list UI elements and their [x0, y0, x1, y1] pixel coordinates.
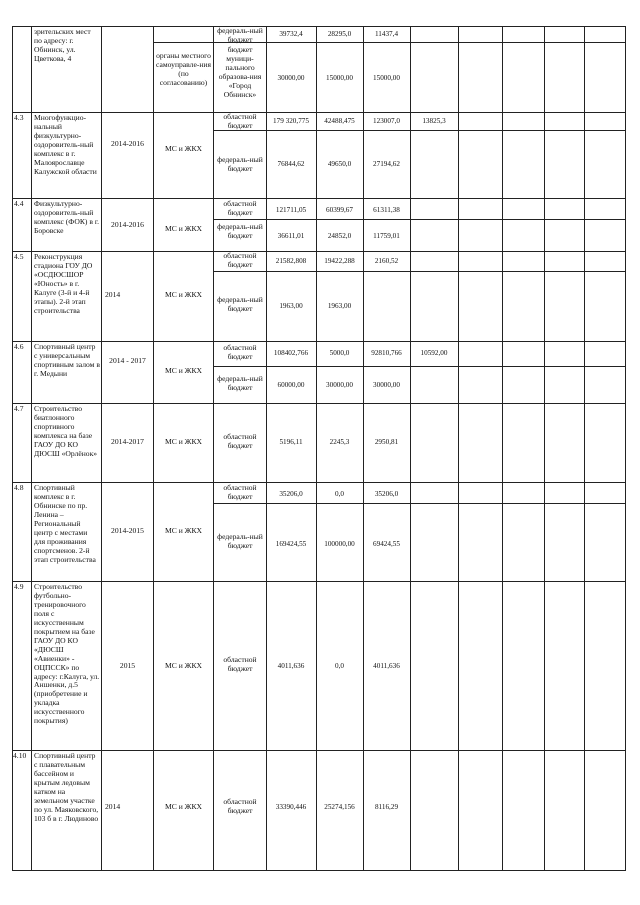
- grid-line: [12, 26, 626, 27]
- row-name: Спортивный центр с универсальным спортивным залом в г. Медыни: [34, 343, 100, 378]
- funding-source: областной бюджет: [223, 344, 257, 361]
- amount-year-2: 92810,766: [371, 349, 402, 357]
- grid-line: [363, 26, 364, 870]
- amount-year-2: 15000,00: [373, 74, 400, 82]
- funding-source: бюджет муници-пального образова-ния «Город Обнинск»: [218, 46, 262, 99]
- grid-line: [12, 750, 626, 751]
- funding-source: федераль-ный бюджет: [217, 156, 263, 173]
- grid-line: [213, 130, 626, 131]
- row-number: 4.5: [14, 253, 24, 261]
- amount-total: 5196,11: [279, 438, 303, 446]
- amount-total: 121711,05: [275, 206, 307, 214]
- executor: МС и ЖКХ: [164, 225, 203, 233]
- grid-line: [410, 26, 411, 870]
- grid-line: [12, 341, 626, 342]
- amount-total: 21582,808: [275, 257, 307, 265]
- row-name: Строительство биатлонного спортивного комплекса на базе ГАОУ ДО КО ДЮСШ «Орлёнок»: [34, 405, 98, 458]
- funding-source: областной бюджет: [223, 252, 257, 269]
- amount-year-1: 25274,156: [324, 803, 355, 811]
- amount-year-1: 19422,288: [324, 257, 355, 265]
- grid-line: [12, 482, 626, 483]
- period: 2014-2016: [111, 140, 144, 148]
- period: 2014 - 2017: [109, 357, 146, 365]
- budget-table: [12, 26, 626, 870]
- executor: МС и ЖКХ: [164, 527, 203, 535]
- period: 2014: [105, 803, 121, 811]
- executor: МС и ЖКХ: [164, 145, 203, 153]
- period: 2014-2017: [111, 438, 144, 446]
- grid-line: [213, 26, 214, 870]
- grid-line: [12, 198, 626, 199]
- grid-line: [12, 403, 626, 404]
- grid-line: [544, 26, 545, 870]
- executor: МС и ЖКХ: [164, 662, 203, 670]
- amount-total: 60000,00: [277, 381, 305, 389]
- amount-total: 76844,62: [277, 160, 305, 168]
- funding-source: областной бюджет: [223, 433, 257, 450]
- amount-year-1: 49650,0: [327, 160, 352, 168]
- amount-total: 30000,00: [277, 74, 305, 82]
- amount-year-1: 28295,0: [327, 30, 352, 38]
- amount-year-2: 4011,636: [373, 662, 400, 670]
- executor: органы местного самоуправле-ния (по согласованию): [156, 52, 211, 87]
- amount-year-1: 15000,00: [326, 74, 353, 82]
- funding-source: областной бюджет: [223, 656, 257, 673]
- row-name: Многофункцио-нальный физкультурно-оздоровитель-ный комплекс в г. Малоярославце Калужской области: [34, 114, 97, 176]
- row-name: Реконструкция стадиона ГОУ ДО «ОСДЮСШОР «Юность» в г. Калуге (3-й и 4-й этапы). 2-й этап строительства: [34, 253, 93, 315]
- amount-total: 33390,446: [275, 803, 307, 811]
- amount-year-2: 27194,62: [373, 160, 400, 168]
- period: 2014: [105, 291, 121, 299]
- grid-line: [213, 503, 626, 504]
- funding-source: федераль-ный бюджет: [217, 296, 263, 313]
- amount-year-1: 42488,475: [324, 117, 355, 125]
- amount-total: 179 320,775: [273, 117, 309, 125]
- row-number: 4.4: [14, 200, 24, 208]
- amount-year-2: 11437,4: [374, 30, 399, 38]
- grid-line: [213, 271, 626, 272]
- row-number: 4.8: [14, 484, 24, 492]
- funding-source: федераль-ный бюджет: [217, 223, 263, 240]
- executor: МС и ЖКХ: [164, 803, 203, 811]
- grid-line: [12, 581, 626, 582]
- amount-year-2: 35206,0: [374, 490, 399, 498]
- row-number: 4.10: [13, 752, 27, 760]
- grid-line: [213, 219, 626, 220]
- row-name: Спортивный центр с плавательным бассейном и крытым ледовым катком на земельном участке по ул. Маяковского, 103 б в г. Людиново: [34, 752, 99, 823]
- amount-year-1: 0,0: [335, 490, 344, 498]
- funding-source: областной бюджет: [223, 200, 257, 217]
- amount-total: 4011,636: [277, 662, 305, 670]
- amount-year-1: 24852,0: [327, 232, 352, 240]
- amount-year-2: 2160,52: [374, 257, 399, 265]
- amount-year-2: 8116,29: [374, 803, 399, 811]
- amount-total: 108402,766: [273, 349, 309, 357]
- executor: МС и ЖКХ: [164, 291, 203, 299]
- amount-year-2: 123007,0: [373, 117, 400, 125]
- amount-year-1: 1963,00: [327, 302, 352, 310]
- grid-line: [12, 870, 626, 871]
- funding-source: федераль-ный бюджет: [217, 533, 263, 550]
- grid-line: [101, 26, 102, 870]
- period: 2014-2015: [111, 527, 144, 535]
- amount-year-1: 2245,3: [329, 438, 350, 446]
- funding-source: федераль-ный бюджет: [217, 375, 263, 392]
- row-name: Строительство футбольно-тренировочного поля с искусственным покрытием на базе ГАОУ ДО КО «ДЮСШ «Авиенки» - ОЦПССК» по адресу: г.Калуга, ул. Аншенки, д.5 (приобретение и укладка искусственного покрытия): [34, 583, 100, 726]
- amount-total: 169424,55: [275, 540, 307, 548]
- executor: МС и ЖКХ: [164, 367, 203, 375]
- amount-year-1: 0,0: [335, 662, 344, 670]
- grid-line: [502, 26, 503, 870]
- amount-year-2: 2950,81: [374, 438, 399, 446]
- amount-total: 35206,0: [279, 490, 303, 498]
- grid-line: [12, 26, 13, 870]
- grid-line: [153, 26, 154, 870]
- grid-line: [266, 26, 267, 870]
- amount-year-3: 13825,3: [422, 117, 446, 125]
- grid-line: [213, 366, 626, 367]
- row-number: 4.7: [14, 405, 24, 413]
- amount-total: 1963,00: [279, 302, 303, 310]
- period: 2015: [119, 662, 136, 670]
- amount-year-2: 61311,38: [373, 206, 400, 214]
- grid-line: [584, 26, 585, 870]
- row-number: 4.9: [14, 583, 24, 591]
- amount-year-1: 100000,00: [324, 540, 355, 548]
- grid-line: [625, 26, 626, 870]
- period: 2014-2016: [111, 221, 144, 229]
- amount-year-1: 60399,67: [326, 206, 353, 214]
- funding-source: областной бюджет: [223, 798, 257, 815]
- amount-year-1: 30000,00: [326, 381, 353, 389]
- amount-year-1: 5000,0: [329, 349, 350, 357]
- funding-source: областной бюджет: [223, 484, 257, 501]
- amount-total: 39732,4: [279, 30, 303, 38]
- row-name: Физкультурно-оздоровитель-ный комплекс (ФОК) в г. Боровске: [34, 200, 99, 235]
- amount-year-2: 69424,55: [373, 540, 400, 548]
- grid-line: [316, 26, 317, 870]
- funding-source: федераль-ный бюджет: [217, 27, 263, 44]
- funding-source: областной бюджет: [223, 113, 257, 130]
- grid-line: [458, 26, 459, 870]
- row-number: 4.3: [14, 114, 24, 122]
- grid-line: [31, 26, 32, 870]
- grid-line: [12, 251, 626, 252]
- amount-year-2: 11759,01: [373, 232, 400, 240]
- row-number: 4.6: [14, 343, 24, 351]
- executor: МС и ЖКХ: [164, 438, 203, 446]
- amount-year-3: 10592,00: [420, 349, 448, 357]
- row-name: Спортивный комплекс в г. Обнинске по пр. Ленина – Региональный центр с местами для проживания спортсменов. 2-й этап строительства: [34, 484, 96, 564]
- row-name: зрительских мест по адресу: г. Обнинск, ул. Цветкова, 4: [34, 28, 91, 63]
- grid-line: [12, 112, 626, 113]
- amount-year-2: 30000,00: [373, 381, 400, 389]
- amount-total: 36611,01: [277, 232, 305, 240]
